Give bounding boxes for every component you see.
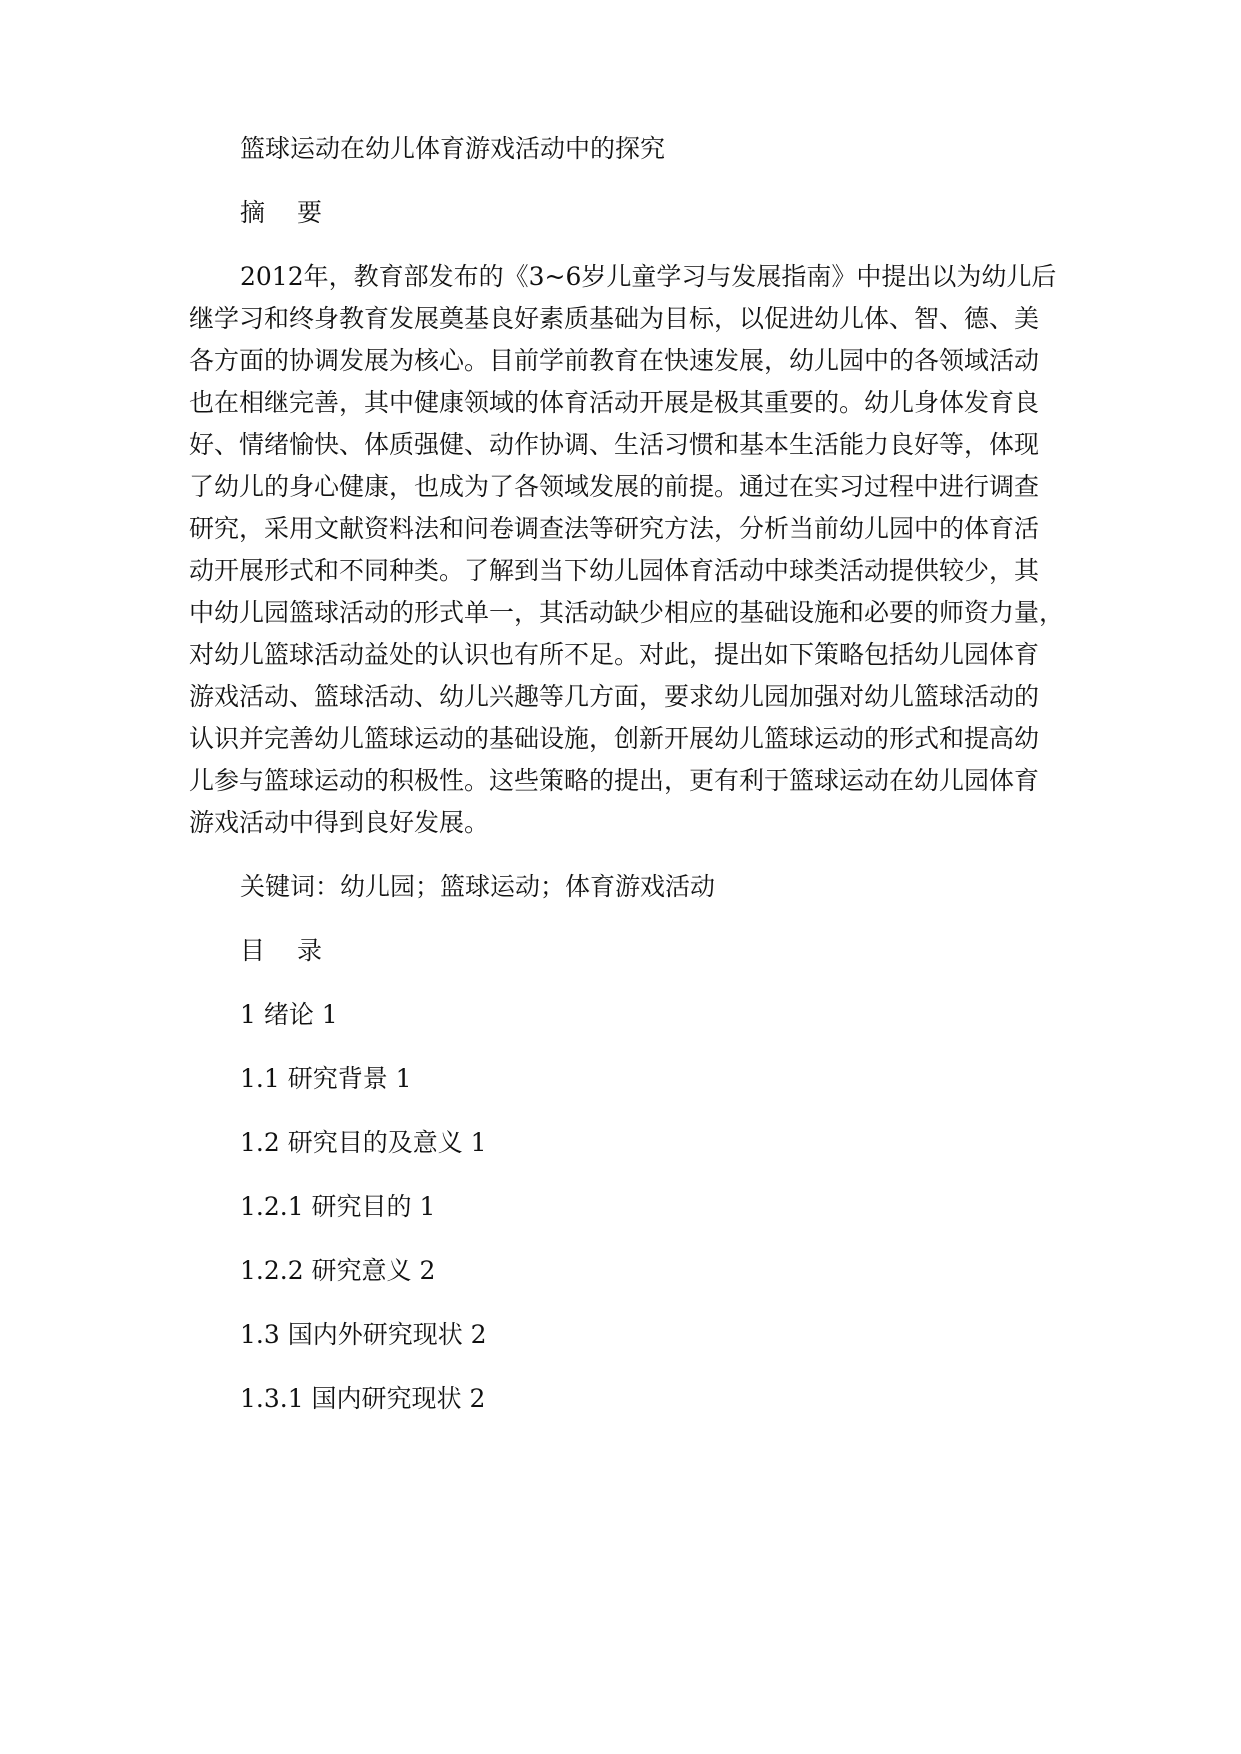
keywords: 关键词：幼儿园；篮球运动；体育游戏活动 xyxy=(240,872,716,901)
toc-entry: 1.2.2 研究意义 2 xyxy=(240,1256,436,1285)
toc-entry: 1.3.1 国内研究现状 2 xyxy=(240,1384,486,1413)
abstract-line: 动开展形式和不同种类。了解到当下幼儿园体育活动中球类活动提供较少，其 xyxy=(189,556,1040,585)
toc-entry: 1.1 研究背景 1 xyxy=(240,1064,412,1093)
abstract-line: 2012年，教育部发布的《3~6岁儿童学习与发展指南》中提出以为幼儿后 xyxy=(240,262,1057,291)
abstract-line: 游戏活动、篮球活动、幼儿兴趣等几方面，要求幼儿园加强对幼儿篮球活动的 xyxy=(189,682,1040,711)
abstract-line: 中幼儿园篮球活动的形式单一，其活动缺少相应的基础设施和必要的师资力量， xyxy=(189,598,1065,627)
toc-heading: 目 录 xyxy=(240,936,334,965)
toc-entry: 1.3 国内外研究现状 2 xyxy=(240,1320,487,1349)
abstract-line: 认识并完善幼儿篮球运动的基础设施，创新开展幼儿篮球运动的形式和提高幼 xyxy=(189,724,1040,753)
toc-entry: 1 绪论 1 xyxy=(240,1000,338,1029)
abstract-line: 研究，采用文献资料法和问卷调查法等研究方法，分析当前幼儿园中的体育活 xyxy=(189,514,1040,543)
abstract-line: 也在相继完善，其中健康领域的体育活动开展是极其重要的。幼儿身体发育良 xyxy=(189,388,1040,417)
document-title: 篮球运动在幼儿体育游戏活动中的探究 xyxy=(240,134,666,163)
abstract-line: 游戏活动中得到良好发展。 xyxy=(189,808,490,837)
abstract-line: 对幼儿篮球活动益处的认识也有所不足。对此，提出如下策略包括幼儿园体育 xyxy=(189,640,1040,669)
abstract-heading: 摘 要 xyxy=(240,198,334,227)
abstract-line: 各方面的协调发展为核心。目前学前教育在快速发展，幼儿园中的各领域活动 xyxy=(189,346,1040,375)
toc-entry: 1.2 研究目的及意义 1 xyxy=(240,1128,487,1157)
abstract-line: 好、情绪愉快、体质强健、动作协调、生活习惯和基本生活能力良好等，体现 xyxy=(189,430,1040,459)
abstract-line: 了幼儿的身心健康，也成为了各领域发展的前提。通过在实习过程中进行调查 xyxy=(189,472,1040,501)
abstract-line: 儿参与篮球运动的积极性。这些策略的提出，更有利于篮球运动在幼儿园体育 xyxy=(189,766,1040,795)
abstract-line: 继学习和终身教育发展奠基良好素质基础为目标，以促进幼儿体、智、德、美 xyxy=(189,304,1040,333)
toc-entry: 1.2.1 研究目的 1 xyxy=(240,1192,436,1221)
